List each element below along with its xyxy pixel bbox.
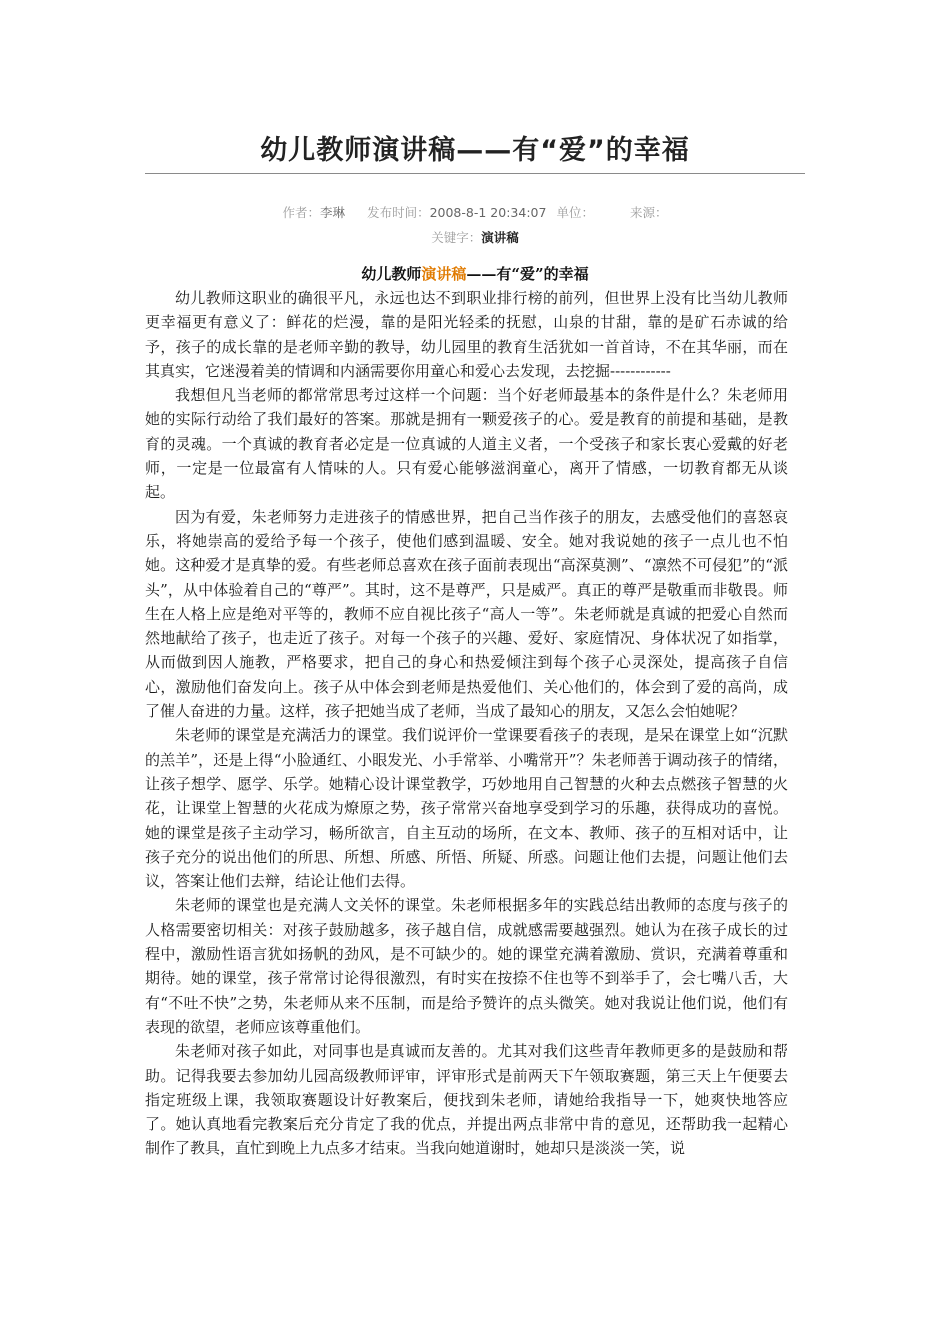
author-label: 作者： <box>282 205 321 220</box>
paragraph: 我想但凡当老师的都常常思考过这样一个问题：当个好老师最基本的条件是什么？朱老师用她的实际行动给了我们最好的答案。那就是拥有一颗爱孩子的心。爱是教育的前提和基础，是教育的灵魂。一个真诚的教育者必定是一位真诚的人道主义者，一个受孩子和家长衷心爱戴的好老师，一定是一位最富有人情味的人。只有爱心能够滋润童心，离开了情感，一切教育都无从谈起。 <box>145 386 788 502</box>
subtitle-highlight-link[interactable]: 演讲稿 <box>421 265 467 283</box>
article-title: 幼儿教师演讲稿——有“爱”的幸福 <box>260 135 690 166</box>
article-body <box>145 286 788 1161</box>
subtitle-part2: ——有“爱”的幸福 <box>466 265 589 283</box>
paragraph: 幼儿教师这职业的确很平凡，永远也达不到职业排行榜的前列，但世界上没有比当幼儿教师更幸福更有意义了：鲜花的烂漫，靠的是阳光轻柔的抚慰，山泉的甘甜，靠的是矿石赤诚的给予，孩子的成长靠的是老师辛勤的教导，幼儿园里的教育生活犹如一首首诗，不在其华丽，而在其真实，它迷漫着美的情调和内涵需要你用童心和爱心去发现，去挖掘------------ <box>145 289 788 380</box>
time-value: 2008-8-1 20:34:07 <box>429 205 547 220</box>
time-label: 发布时间： <box>367 205 430 220</box>
title-divider <box>145 173 805 174</box>
paragraph: 朱老师的课堂是充满活力的课堂。我们说评价一堂课要看孩子的表现，是呆在课堂上如“沉默的羔羊”，还是上得“小脸通红、小眼发光、小手常举、小嘴常开”？朱老师善于调动孩子的情绪，让孩子想学、愿学、乐学。她精心设计课堂教学，巧妙地用自己智慧的火种去点燃孩子智慧的火花，让课堂上智慧的火花成为燎原之势，孩子常常兴奋地享受到学习的乐趣，获得成功的喜悦。她的课堂是孩子主动学习，畅所欲言，自主互动的场所，在文本、教师、孩子的互相对话中，让孩子充分的说出他们的所思、所想、所感、所悟、所疑、所惑。问题让他们去提，问题让他们去议，答案让他们去辩，结论让他们去得。 <box>145 726 788 891</box>
article-meta <box>145 203 805 221</box>
paragraph: 朱老师对孩子如此，对同事也是真诚而友善的。尤其对我们这些青年教师更多的是鼓励和帮助。记得我要去参加幼儿园高级教师评审，评审形式是前两天下午领取赛题，第三天上午便要去指定班级上课，我领取赛题设计好教案后，便找到朱老师，请她给我指导一下，她爽快地答应了。她认真地看完教案后充分肯定了我的优点，并提出两点非常中肯的意见，还帮助我一起精心制作了教具，直忙到晚上九点多才结束。当我向她道谢时，她却只是淡淡一笑，说 <box>145 1042 788 1158</box>
keyword-value: 演讲稿 <box>481 230 519 245</box>
subtitle-part1: 幼儿教师 <box>361 265 422 283</box>
paragraph: 朱老师的课堂也是充满人文关怀的课堂。朱老师根据多年的实践总结出教师的态度与孩子的人格需要密切相关：对孩子鼓励越多，孩子越自信，成就感需要越强烈。她认为在孩子成长的过程中，激励性语言犹如扬帆的劲风，是不可缺少的。她的课堂充满着激励、赏识，充满着尊重和期待。她的课堂，孩子常常讨论得很激烈，有时实在按捺不住也等不到举手了，会七嘴八舌，大有“不吐不快”之势，朱老师从来不压制，而是给予赞许的点头微笑。她对我说让他们说，他们有表现的欲望，老师应该尊重他们。 <box>145 896 788 1036</box>
paragraph: 因为有爱，朱老师努力走进孩子的情感世界，把自己当作孩子的朋友，去感受他们的喜怒哀乐，将她崇高的爱给予每一个孩子，使他们感到温暖、安全。她对我说她的孩子一点儿也不怕她。这种爱才是真挚的爱。有些老师总喜欢在孩子面前表现出“高深莫测”、“凛然不可侵犯”的“派头”，从中体验着自己的“尊严”。其时，这不是尊严，只是威严。真正的尊严是敬重而非敬畏。师生在人格上应是绝对平等的，教师不应自视比孩子“高人一等”。朱老师就是真诚的把爱心自然而然地献给了孩子，也走近了孩子。对每一个孩子的兴趣、爱好、家庭情况、身体状况了如指掌，从而做到因人施教，严格要求，把自己的身心和热爱倾注到每个孩子心灵深处，提高孩子自信心，激励他们奋发向上。孩子从中体会到老师是热爱他们、关心他们的，体会到了爱的高尚，成了催人奋进的力量。这样，孩子把她当成了老师，当成了最知心的朋友，又怎么会怕她呢？ <box>145 507 788 721</box>
author-value: 李琳 <box>320 205 346 220</box>
unit-label: 单位： <box>556 205 594 220</box>
source-label: 来源： <box>629 205 668 220</box>
keyword-row <box>145 228 805 246</box>
article-subtitle <box>145 263 805 284</box>
keyword-label: 关键字： <box>431 230 482 245</box>
